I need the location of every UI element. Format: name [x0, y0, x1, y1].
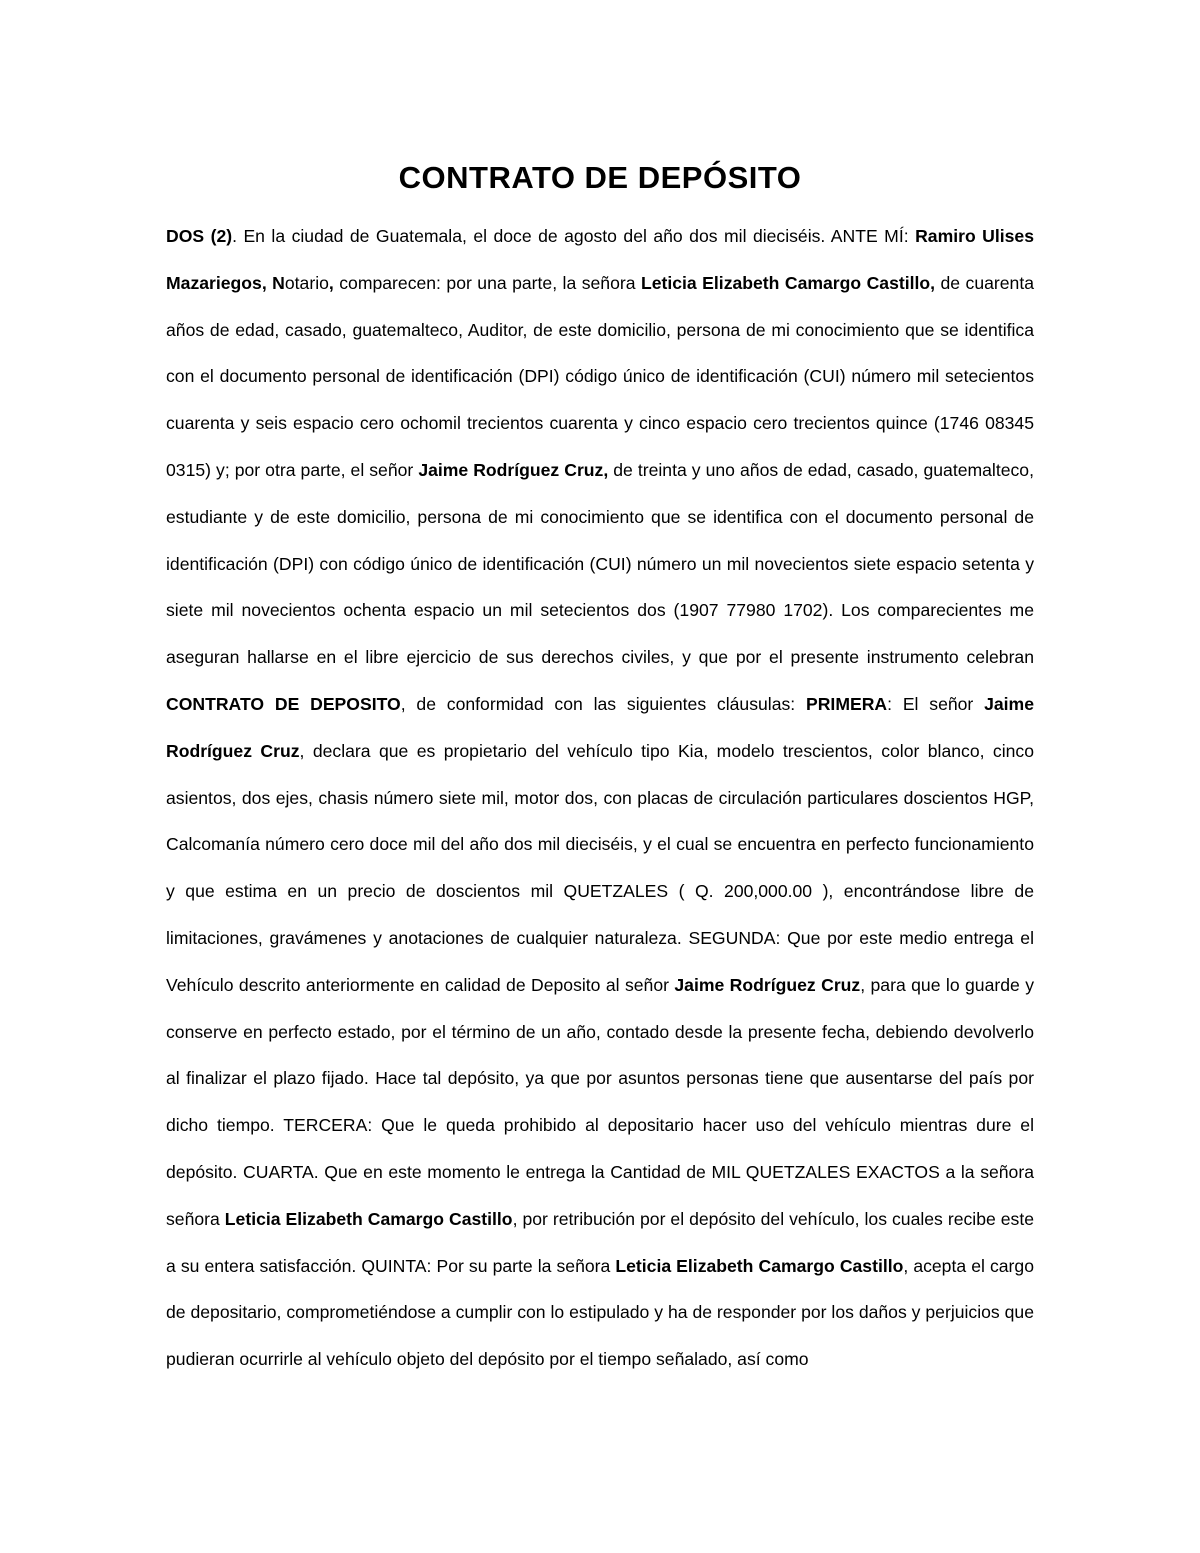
text-run: de cuarenta años de edad, casado, guatemalteco, Auditor, de este domicilio, persona de mi conocimiento que se identifica con el documento personal de identificación (DPI) código único de identificación (CUI) número mil setecientos cuarenta y seis espacio cero ochomil trecientos cuarenta y cinco espacio cero trecientos quince (1746 08345 0315) y; por otra parte, el señor	[166, 272, 1034, 480]
contract-body-paragraph	[166, 213, 1034, 1383]
text-run: de treinta y uno años de edad, casado, guatemalteco, estudiante y de este domicilio, persona de mi conocimiento que se identifica con el documento personal de identificación (DPI) con código único de identificación (CUI) número un mil novecientos siete espacio setenta y siete mil novecientos ochenta espacio un mil setecientos dos (1907 77980 1702). Los comparecientes me aseguran hallarse en el libre ejercicio de sus derechos civiles, y que por el presente instrumento celebran	[166, 459, 1034, 668]
bold-text-run: Jaime Rodríguez Cruz,	[418, 459, 609, 480]
text-run: , declara que es propietario del vehículo tipo Kia, modelo trescientos, color blanco, cinco asientos, dos ejes, chasis número siete mil, motor dos, con placas de circulación particulares doscientos HGP, Calcomanía número cero doce mil del año dos mil dieciséis, y el cual se encuentra en perfecto funcionamiento y que estima en un precio de doscientos mil QUETZALES ( Q. 200,000.00 ), encontrándose libre de limitaciones, gravámenes y anotaciones de cualquier naturaleza. SEGUNDA: Que por este medio entrega el Vehículo descrito anteriormente en calidad de Deposito al señor	[166, 740, 1034, 995]
bold-text-run: PRIMERA	[805, 693, 888, 714]
text-run: , por retribución por el depósito del vehículo, los cuales recibe este a su entera satisfacción. QUINTA: Por su parte la señora	[166, 1208, 1035, 1276]
bold-text-run: Ramiro Ulises Mazariegos, N	[166, 226, 1034, 293]
text-run: , acepta el cargo de depositario, comprometiéndose a cumplir con lo estipulado y ha de responder por los daños y perjuicios que pudieran ocurrirle al vehículo objeto del depósito por el tiempo señalado, así como	[166, 1255, 1034, 1370]
text-run: : El señor	[887, 693, 985, 714]
bold-text-run: CONTRATO DE DEPOSITO	[166, 693, 401, 714]
text-run: otario	[284, 272, 329, 293]
bold-text-run: Jaime Rodríguez Cruz	[674, 974, 861, 995]
bold-text-run: DOS (2)	[166, 226, 233, 246]
bold-text-run: Leticia Elizabeth Camargo Castillo	[224, 1208, 513, 1229]
bold-text-run: Leticia Elizabeth Camargo Castillo,	[640, 272, 936, 293]
text-run: . En la ciudad de Guatemala, el doce de agosto del año dos mil dieciséis. ANTE MÍ:	[232, 226, 916, 246]
bold-text-run: ,	[328, 272, 334, 293]
bold-text-run: Leticia Elizabeth Camargo Castillo	[615, 1255, 904, 1276]
text-run: , para que lo guarde y conserve en perfecto estado, por el término de un año, contado desde la presente fecha, debiendo devolverlo al finalizar el plazo fijado. Hace tal depósito, ya que por asuntos personas tiene que ausentarse del país por dicho tiempo. TERCERA: Que le queda prohibido al depositario hacer uso del vehículo mientras dure el depósito. CUARTA. Que en este momento le entrega la Cantidad de MIL QUETZALES EXACTOS a la señora señora	[166, 974, 1035, 1229]
text-run: , de conformidad con las siguientes cláusulas:	[400, 693, 806, 714]
bold-text-run: Jaime Rodríguez Cruz	[166, 693, 1034, 761]
text-run: comparecen: por una parte, la señora	[333, 272, 641, 293]
document-title: CONTRATO DE DEPÓSITO	[398, 160, 802, 195]
